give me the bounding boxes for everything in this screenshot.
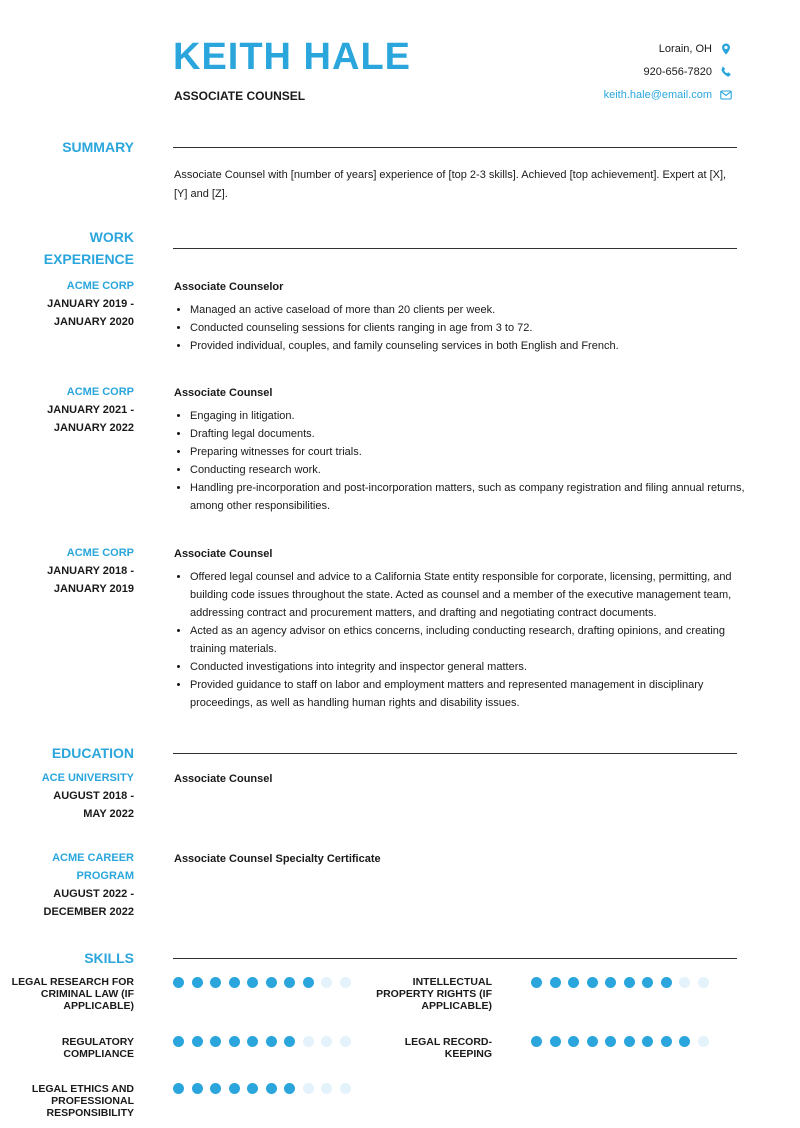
bullet-item: • Preparing witnesses for court trials. xyxy=(190,443,760,461)
education-dates-end: MAY 2022 xyxy=(83,808,134,820)
rating-dot-empty xyxy=(303,1083,314,1094)
rating-dot-filled xyxy=(173,1083,184,1094)
job-title: Associate Counselor xyxy=(174,281,284,293)
degree-title: Associate Counsel xyxy=(174,773,273,785)
bullet-item: • Acted as an agency advisor on ethics concerns, including conducting research, drafting opinions, and creating training materials. xyxy=(190,622,760,658)
rating-dot-filled xyxy=(266,1036,277,1047)
job-dates-end: JANUARY 2020 xyxy=(53,316,134,328)
job-bullets xyxy=(174,568,760,712)
company-name: ACME CORP xyxy=(66,386,134,398)
bullet-item: • Drafting legal documents. xyxy=(190,425,760,443)
rating-dot-filled xyxy=(568,977,579,988)
rating-dot-filled xyxy=(247,1083,258,1094)
envelope-icon xyxy=(720,89,732,101)
rating-dot-empty xyxy=(340,1083,351,1094)
bullet-item: • Conducting research work. xyxy=(190,461,760,479)
bullet-item: • Engaging in litigation. xyxy=(190,407,760,425)
work-experience-heading: WORK EXPERIENCE xyxy=(43,229,134,267)
email-link[interactable]: keith.hale@email.com xyxy=(603,89,712,101)
company-name: ACME CORP xyxy=(66,547,134,559)
rating-dot-filled xyxy=(266,1083,277,1094)
summary-divider xyxy=(173,147,737,148)
rating-dot-filled xyxy=(550,1036,561,1047)
rating-dot-empty xyxy=(698,1036,709,1047)
rating-dot-filled xyxy=(210,1036,221,1047)
bullet-item: • Conducted counseling sessions for clients ranging in age from 3 to 72. xyxy=(190,319,760,337)
rating-dot-filled xyxy=(605,1036,616,1047)
rating-dot-filled xyxy=(229,1083,240,1094)
education-divider xyxy=(173,753,737,754)
job-dates-start: JANUARY 2019 - xyxy=(47,298,134,310)
candidate-name: KEITH HALE xyxy=(173,36,411,78)
skill-rating xyxy=(173,1083,351,1094)
skill-rating xyxy=(173,1036,351,1047)
rating-dot-filled xyxy=(266,977,277,988)
rating-dot-filled xyxy=(550,977,561,988)
rating-dot-empty xyxy=(679,977,690,988)
rating-dot-filled xyxy=(247,1036,258,1047)
rating-dot-filled xyxy=(192,977,203,988)
school-name-cont: PROGRAM xyxy=(76,870,134,882)
skills-divider xyxy=(173,958,737,959)
skills-heading: SKILLS xyxy=(84,950,134,966)
education-meta xyxy=(14,769,134,823)
candidate-role: ASSOCIATE COUNSEL xyxy=(174,89,306,103)
job-bullets xyxy=(174,301,760,355)
skill-name: LEGAL RESEARCH FOR CRIMINAL LAW (IF APPLICABLE) xyxy=(11,976,134,1012)
work-divider xyxy=(173,248,737,249)
rating-dot-filled xyxy=(605,977,616,988)
rating-dot-empty xyxy=(321,977,332,988)
rating-dot-empty xyxy=(321,1083,332,1094)
contact-email[interactable] xyxy=(604,89,732,101)
school-name: ACE UNIVERSITY xyxy=(41,772,134,784)
rating-dot-filled xyxy=(642,1036,653,1047)
rating-dot-empty xyxy=(321,1036,332,1047)
skill-rating xyxy=(531,977,709,988)
job-meta xyxy=(14,544,134,598)
rating-dot-filled xyxy=(173,1036,184,1047)
rating-dot-filled xyxy=(679,1036,690,1047)
bullet-item: • Conducted investigations into integrity and inspector general matters. xyxy=(190,658,760,676)
map-pin-icon xyxy=(720,43,732,55)
rating-dot-filled xyxy=(642,977,653,988)
rating-dot-empty xyxy=(340,977,351,988)
skill-name: INTELLECTUAL PROPERTY RIGHTS (IF APPLICABLE) xyxy=(376,976,492,1012)
skill-name: LEGAL RECORD- KEEPING xyxy=(404,1036,492,1060)
rating-dot-filled xyxy=(284,977,295,988)
job-title: Associate Counsel xyxy=(174,387,273,399)
skill-rating xyxy=(173,977,351,988)
contact-phone xyxy=(643,66,732,78)
rating-dot-filled xyxy=(624,1036,635,1047)
rating-dot-filled xyxy=(229,1036,240,1047)
phone-text: 920-656-7820 xyxy=(643,66,712,78)
rating-dot-filled xyxy=(303,977,314,988)
education-dates-end: DECEMBER 2022 xyxy=(43,906,134,918)
rating-dot-empty xyxy=(340,1036,351,1047)
rating-dot-filled xyxy=(247,977,258,988)
phone-icon xyxy=(720,66,732,78)
rating-dot-filled xyxy=(661,1036,672,1047)
job-dates-start: JANUARY 2021 - xyxy=(47,404,134,416)
rating-dot-filled xyxy=(284,1083,295,1094)
bullet-item: • Provided individual, couples, and family counseling services in both English and French. xyxy=(190,337,760,355)
job-dates-start: JANUARY 2018 - xyxy=(47,565,134,577)
rating-dot-empty xyxy=(303,1036,314,1047)
skill-name: LEGAL ETHICS AND PROFESSIONAL RESPONSIBILITY xyxy=(31,1083,134,1119)
rating-dot-filled xyxy=(173,977,184,988)
bullet-item: • Provided guidance to staff on labor and employment matters and represented management in disciplinary proceedings, as well as handling human rights and disability issues. xyxy=(190,676,760,712)
rating-dot-filled xyxy=(587,1036,598,1047)
bullet-item: • Offered legal counsel and advice to a California State entity responsible for corporate, licensing, permitting, and building code issues throughout the state. Acted as counsel and a member of the executive management team, addressing contract and procurement matters, and drafting and negotiating contract documents. xyxy=(190,568,760,622)
education-meta xyxy=(14,849,134,921)
bullet-item: • Managed an active caseload of more than 20 clients per week. xyxy=(190,301,760,319)
summary-text: Associate Counsel with [number of years] experience of [top 2-3 skills]. Achieved [top achievement]. Expert at [X], [Y] and [Z]. xyxy=(174,169,727,200)
rating-dot-filled xyxy=(531,977,542,988)
rating-dot-filled xyxy=(568,1036,579,1047)
skill-name: REGULATORY COMPLIANCE xyxy=(61,1036,134,1060)
bullet-item: • Handling pre-incorporation and post-incorporation matters, such as company registration and filing annual returns, among other responsibilities. xyxy=(190,479,760,515)
job-meta xyxy=(14,383,134,437)
job-meta xyxy=(14,277,134,331)
job-bullets xyxy=(174,407,760,515)
job-dates-end: JANUARY 2019 xyxy=(53,583,134,595)
rating-dot-empty xyxy=(698,977,709,988)
rating-dot-filled xyxy=(661,977,672,988)
rating-dot-filled xyxy=(210,1083,221,1094)
rating-dot-filled xyxy=(210,977,221,988)
rating-dot-filled xyxy=(531,1036,542,1047)
rating-dot-filled xyxy=(284,1036,295,1047)
education-dates-start: AUGUST 2018 - xyxy=(53,790,134,802)
rating-dot-filled xyxy=(192,1036,203,1047)
rating-dot-filled xyxy=(624,977,635,988)
contact-location xyxy=(659,43,732,55)
rating-dot-filled xyxy=(192,1083,203,1094)
education-heading: EDUCATION xyxy=(51,745,134,761)
rating-dot-filled xyxy=(587,977,598,988)
education-dates-start: AUGUST 2022 - xyxy=(53,888,134,900)
job-dates-end: JANUARY 2022 xyxy=(53,422,134,434)
summary-heading: SUMMARY xyxy=(62,139,134,155)
school-name: ACME CAREER xyxy=(52,852,134,864)
location-text: Lorain, OH xyxy=(658,43,712,55)
skill-rating xyxy=(531,1036,709,1047)
job-title: Associate Counsel xyxy=(174,548,273,560)
degree-title: Associate Counsel Specialty Certificate xyxy=(174,853,381,865)
company-name: ACME CORP xyxy=(66,280,134,292)
rating-dot-filled xyxy=(229,977,240,988)
